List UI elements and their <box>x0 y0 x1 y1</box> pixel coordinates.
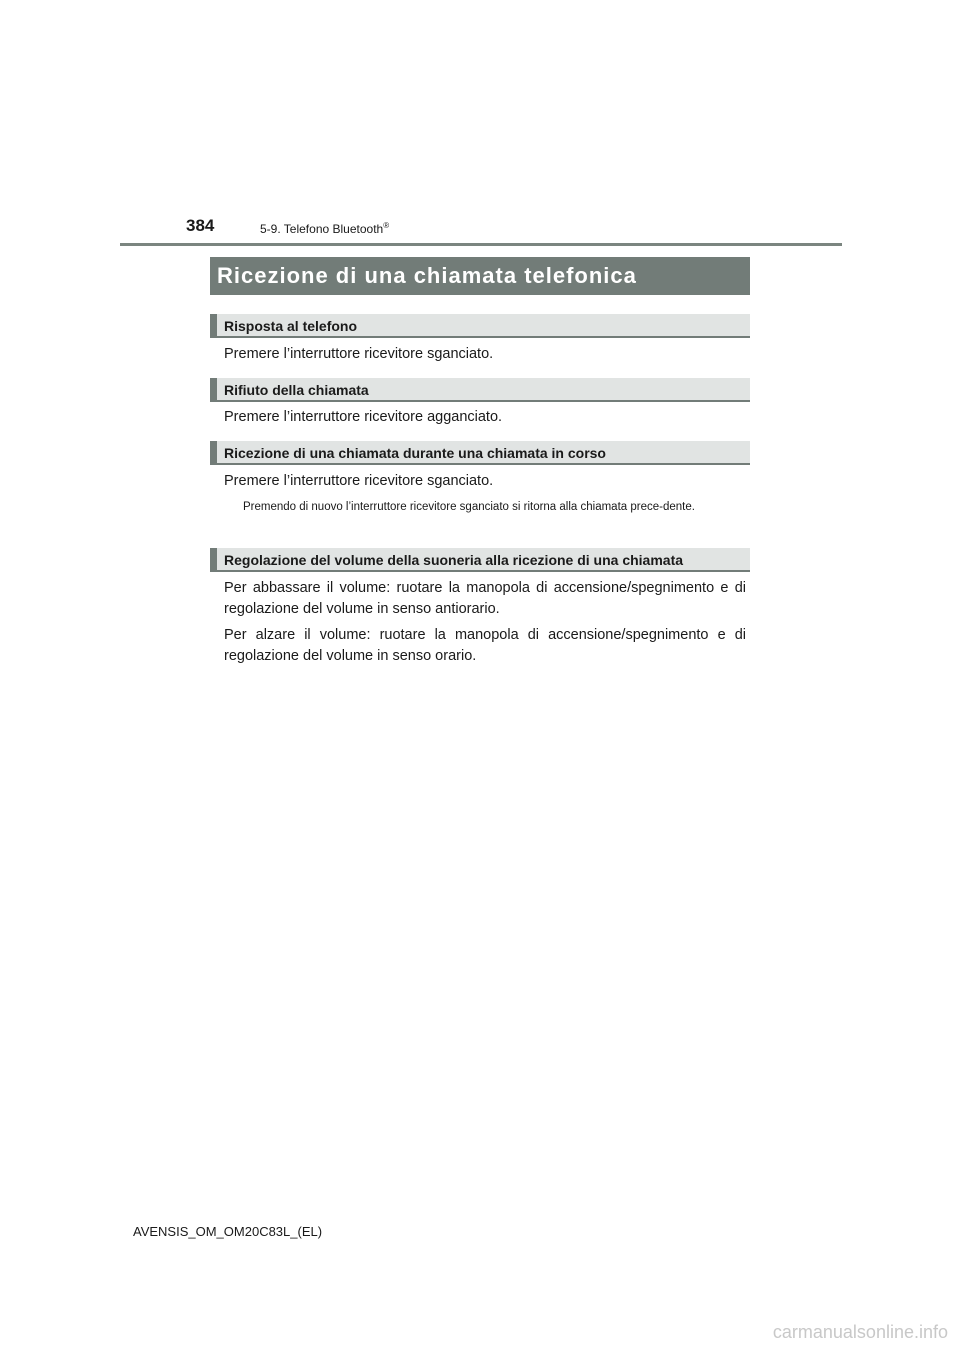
paragraph-call-waiting: Premere l’interruttore ricevitore sganciato. <box>224 473 494 489</box>
document-code: AVENSIS_OM_OM20C83L_(EL) <box>133 1224 323 1239</box>
note-call-waiting: Premendo di nuovo l’interruttore ricevitore sganciato si ritorna alla chiamata prece-dente. <box>243 501 695 513</box>
watermark: carmanualsonline.info <box>772 1322 948 1342</box>
page-title: Ricezione di una chiamata telefonica <box>217 263 637 288</box>
page-header <box>186 212 686 242</box>
paragraph-volume-up: Per alzare il volume: ruotare la manopola di accensione/spegnimento e di regolazione del volume in senso orario. <box>224 627 746 664</box>
page-number: 384 <box>186 216 215 235</box>
subheading-text: Risposta al telefono <box>224 318 358 334</box>
header-rule <box>120 243 842 246</box>
section-name: 5-9. Telefono Bluetooth <box>260 222 384 236</box>
section-label <box>260 222 389 236</box>
paragraph-reject: Premere l’interruttore ricevitore agganciato. <box>224 409 503 425</box>
subheading-text: Regolazione del volume della suoneria alla ricezione di una chiamata <box>224 552 684 568</box>
subheading-reject <box>210 378 750 402</box>
subheading-text: Rifiuto della chiamata <box>224 382 369 398</box>
subheading-text: Ricezione di una chiamata durante una chiamata in corso <box>224 445 606 461</box>
paragraph-volume-down: Per abbassare il volume: ruotare la manopola di accensione/spegnimento e di regolazione del volume in senso antiorario. <box>224 580 746 617</box>
paragraph-answer: Premere l’interruttore ricevitore sganciato. <box>224 346 494 362</box>
subheading-ring-volume <box>210 548 750 572</box>
subheading-answer <box>210 314 750 338</box>
subheading-call-waiting <box>210 441 750 465</box>
title-bar <box>210 257 750 295</box>
registered-mark: ® <box>383 221 390 230</box>
